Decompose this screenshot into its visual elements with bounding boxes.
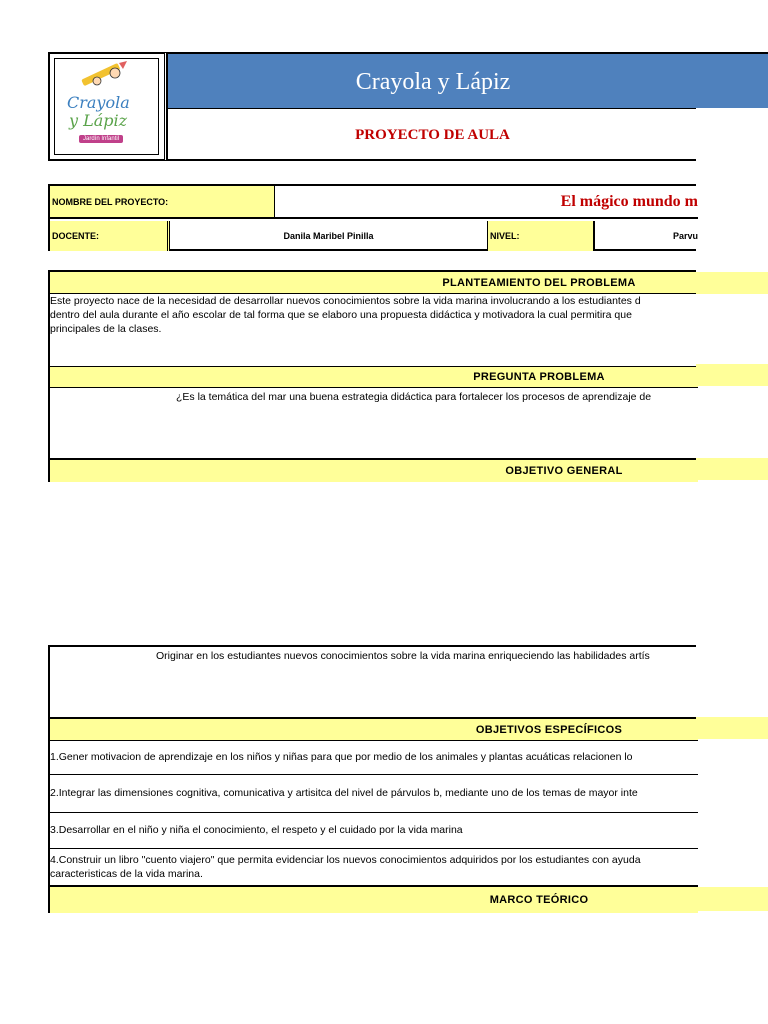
level-value: Parvu bbox=[672, 231, 698, 241]
specific-item-4-line-2: caracteristicas de la vida marina. bbox=[50, 868, 203, 880]
teacher-label: DOCENTE: bbox=[50, 221, 170, 251]
edge-fill-1 bbox=[696, 272, 768, 294]
logo-line2: y Lápiz bbox=[69, 111, 128, 130]
brand-title: Crayola y Lápiz bbox=[355, 68, 511, 95]
logo-icon bbox=[75, 61, 139, 91]
problem-line-2: dentro del aula durante el año escolar de tal forma que se elaboro una propuesta didáctica y motivadora la cual permitira que bbox=[50, 309, 632, 321]
edge-fill-2 bbox=[696, 364, 768, 386]
specific-title: OBJETIVOS ESPECÍFICOS bbox=[50, 717, 698, 741]
specific-item-2: 2.Integrar las dimensiones cognitiva, comunicativa y artisitca del nivel de párvulos b, mediante uno de los temas de mayor inte bbox=[50, 775, 698, 813]
project-name: El mágico mundo m bbox=[275, 186, 698, 219]
edge-fill-3 bbox=[696, 458, 768, 480]
logo-cell bbox=[48, 52, 167, 161]
specific-item-4-line-1: 4.Construir un libro "cuento viajero" que permita evidenciar los nuevos conocimientos adquiridos por los estudiantes con ayuda bbox=[50, 854, 641, 866]
general-text: Originar en los estudiantes nuevos conocimientos sobre la vida marina enriqueciendo las habilidades artís bbox=[156, 650, 650, 662]
logo-tagline: Jardín Infantil bbox=[79, 135, 123, 143]
theory-title: MARCO TEÓRICO bbox=[50, 887, 698, 913]
subtitle-cell bbox=[167, 108, 696, 161]
specific-item-3: 3.Desarrollar en el niño y niña el conocimiento, el respeto y el cuidado por la vida marina bbox=[50, 813, 698, 849]
specific-item-1: 1.Gener motivacion de aprendizaje en los niños y niñas para que por medio de los animales y plantas acuáticas relacionen lo bbox=[50, 741, 698, 775]
subtitle: PROYECTO DE AULA bbox=[355, 126, 510, 143]
edge-fill-5 bbox=[696, 887, 768, 911]
problem-block bbox=[48, 270, 696, 482]
general-title: OBJETIVO GENERAL bbox=[50, 458, 698, 482]
objectives-block bbox=[48, 645, 696, 913]
edge-fill-4 bbox=[696, 717, 768, 739]
level-label: NIVEL: bbox=[488, 221, 595, 251]
info-table bbox=[48, 184, 696, 251]
problem-line-1: Este proyecto nace de la necesidad de desarrollar nuevos conocimientos sobre la vida marina involucrando a los estudiantes d bbox=[50, 295, 641, 307]
question-text: ¿Es la temática del mar una buena estrategia didáctica para fortalecer los procesos de aprendizaje de bbox=[176, 391, 652, 403]
logo-line1: Crayola bbox=[67, 93, 130, 112]
logo-frame bbox=[54, 58, 159, 155]
project-label: NOMBRE DEL PROYECTO: bbox=[50, 186, 275, 219]
problem-text bbox=[50, 294, 698, 366]
question-title: PREGUNTA PROBLEMA bbox=[50, 366, 698, 388]
problem-title: PLANTEAMIENTO DEL PROBLEMA bbox=[50, 272, 698, 294]
specific-item-4 bbox=[50, 849, 698, 887]
teacher-name: Danila Maribel Pinilla bbox=[170, 221, 488, 251]
problem-line-3: principales de la clases. bbox=[50, 323, 162, 335]
title-band bbox=[167, 52, 768, 108]
